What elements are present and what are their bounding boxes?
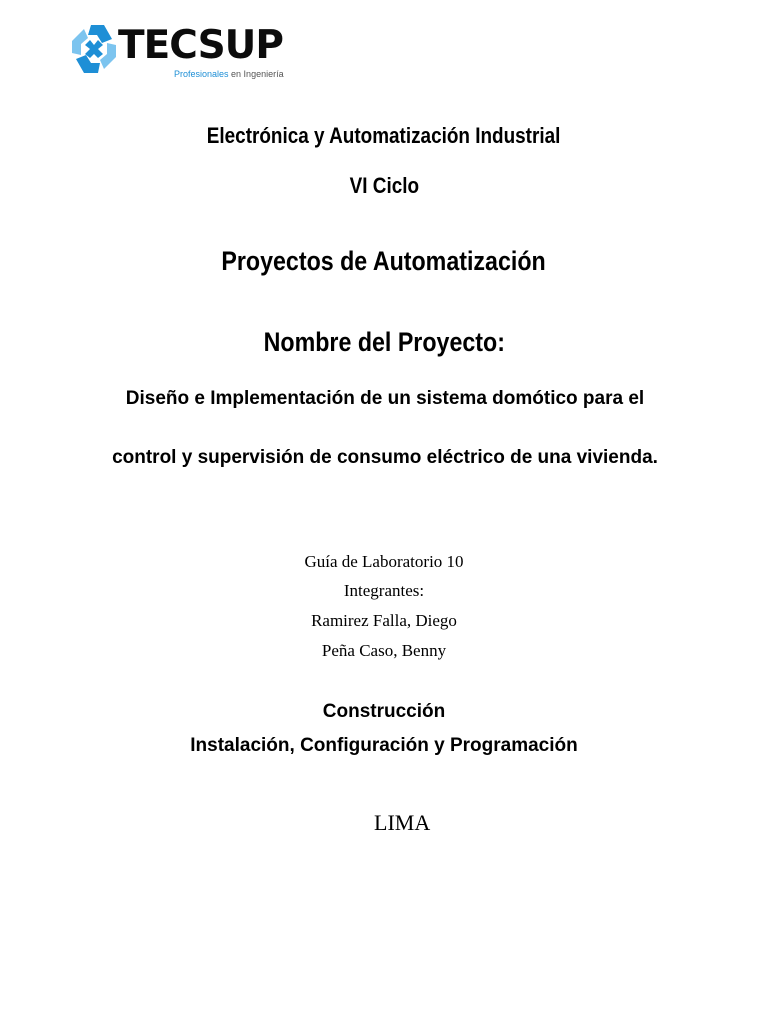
cycle-title-text: VI Ciclo [349,173,419,198]
city-label: LIMA [374,810,431,835]
tecsup-emblem-icon [66,22,122,76]
tecsup-wordmark: TECSUP [118,23,283,68]
lab-guide: Guía de Laboratorio 10 [304,552,464,571]
project-name-label [0,325,768,359]
course-title [0,244,768,278]
career-title-text: Electrónica y Automatización Industrial [207,123,561,148]
tecsup-tagline [174,68,284,80]
cycle-title [0,171,768,201]
tagline-engineering: en Ingeniería [228,69,284,79]
tecsup-logo [66,22,296,84]
project-title-line-2: control y supervisión de consumo eléctrico de una vivienda. [112,447,658,468]
members-label: Integrantes: [343,581,425,600]
member-name: Ramirez Falla, Diego [311,611,457,630]
career-title [0,121,768,151]
member-name: Peña Caso, Benny [321,641,447,660]
project-title-line-1: Diseño e Implementación de un sistema domótico para el [125,388,645,409]
construction-heading: Construcción [322,701,446,722]
construction-subheading: Instalación, Configuración y Programación [190,735,578,756]
tagline-professionals: Profesionales [174,69,229,79]
course-title-text: Proyectos de Automatización [221,246,547,276]
project-name-label-text: Nombre del Proyecto: [263,327,505,357]
